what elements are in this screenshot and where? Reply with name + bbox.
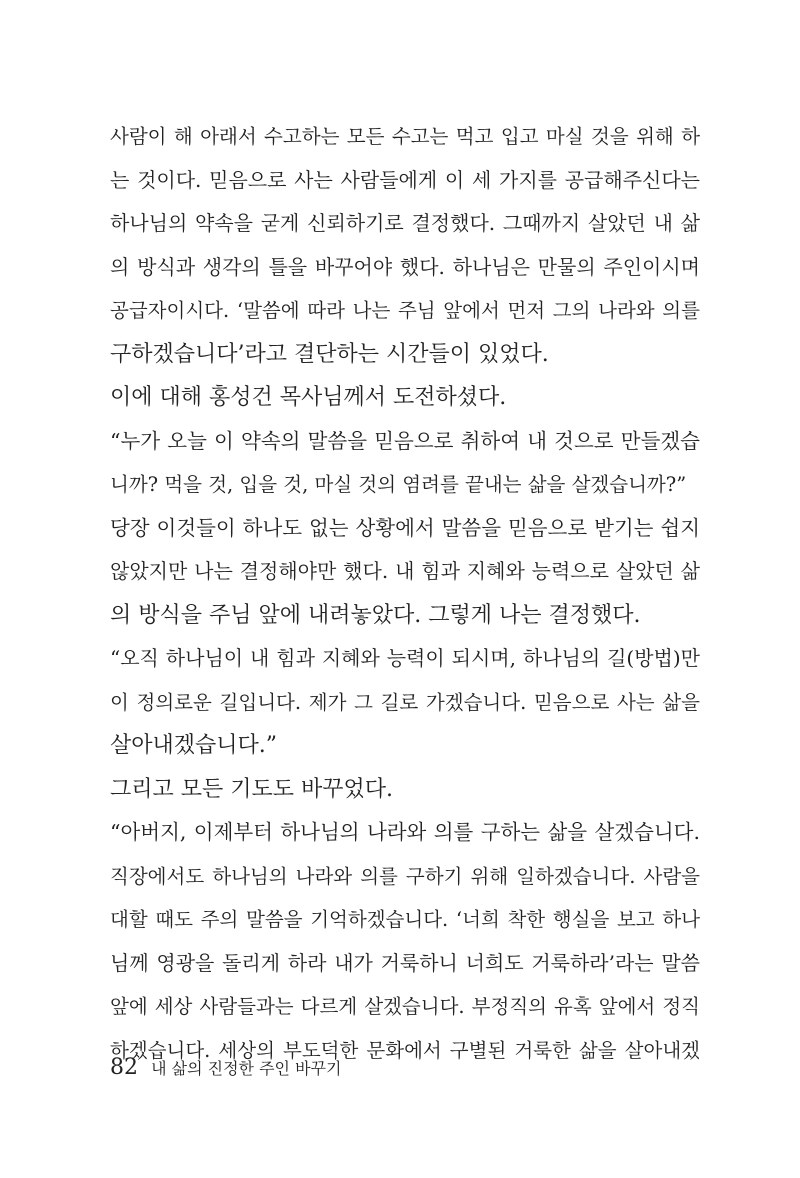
text-line: 공급자이시다. ‘말씀에 따라 나는 주님 앞에서 먼저 그의 나라와 의를 [110, 299, 700, 322]
text-line: 대할 때도 주의 말씀을 기억하겠습니다. ‘너희 착한 행실을 보고 하나 [110, 908, 700, 931]
text-line: 살아내겠습니다.” [110, 733, 278, 758]
text-line: 사람이 해 아래서 수고하는 모든 수고는 먹고 입고 마실 것을 위해 하 [110, 125, 700, 148]
text-line: 구하겠습니다’라고 결단하는 시간들이 있었다. [110, 341, 549, 367]
page-number: 82 [110, 1055, 138, 1080]
text-line: 는 것이다. 믿음으로 사는 사람들에게 이 세 가지를 공급해주신다는 [110, 167, 700, 192]
text-line: 앞에 세상 사람들과는 다르게 살겠습니다. 부정직의 유혹 앞에서 정직 [110, 995, 700, 1018]
text-line: 님께 영광을 돌리게 하라 내가 거룩하니 너희도 거룩하라’라는 말씀 [110, 950, 700, 975]
text-line: 하나님의 약속을 굳게 신뢰하기로 결정했다. 그때까지 살았던 내 삶 [110, 211, 700, 235]
text-line: 니까? 먹을 것, 입을 것, 마실 것의 염려를 끝내는 삶을 살겠습니까?” [110, 473, 687, 496]
running-title: 내 삶의 진정한 주인 바꾸기 [151, 1059, 342, 1078]
page-footer [110, 1055, 341, 1080]
text-line: 의 방식을 주님 앞에 내려놓았다. 그렇게 나는 결정했다. [110, 602, 641, 628]
text-line: 않았지만 나는 결정해야만 했다. 내 힘과 지혜와 능력으로 살았던 삶 [110, 559, 700, 583]
text-line: “오직 하나님이 내 힘과 지혜와 능력이 되시며, 하나님의 길(방법)만 [110, 646, 700, 670]
text-line: 그리고 모든 기도도 바꾸었다. [110, 776, 393, 802]
text-line: 당장 이것들이 하나도 없는 상황에서 말씀을 믿음으로 받기는 쉽지 [110, 515, 700, 540]
text-line: 하겠습니다. 세상의 부도덕한 문화에서 구별된 거룩한 삶을 살아내겠 [110, 1038, 700, 1062]
text-line: 의 방식과 생각의 틀을 바꾸어야 했다. 하나님은 만물의 주인이시며 [110, 254, 700, 279]
body-text [110, 115, 700, 1072]
text-line: “아버지, 이제부터 하나님의 나라와 의를 구하는 삶을 살겠습니다. [110, 820, 700, 844]
text-line: 이에 대해 홍성건 목사님께서 도전하셨다. [110, 385, 507, 410]
text-line: “누가 오늘 이 약속의 말씀을 믿음으로 취하여 내 것으로 만들겠습 [110, 428, 700, 453]
text-line: 직장에서도 하나님의 나라와 의를 구하기 위해 일하겠습니다. 사람을 [110, 864, 700, 888]
text-line: 이 정의로운 길입니다. 제가 그 길로 가겠습니다. 믿음으로 사는 삶을 [110, 690, 700, 714]
